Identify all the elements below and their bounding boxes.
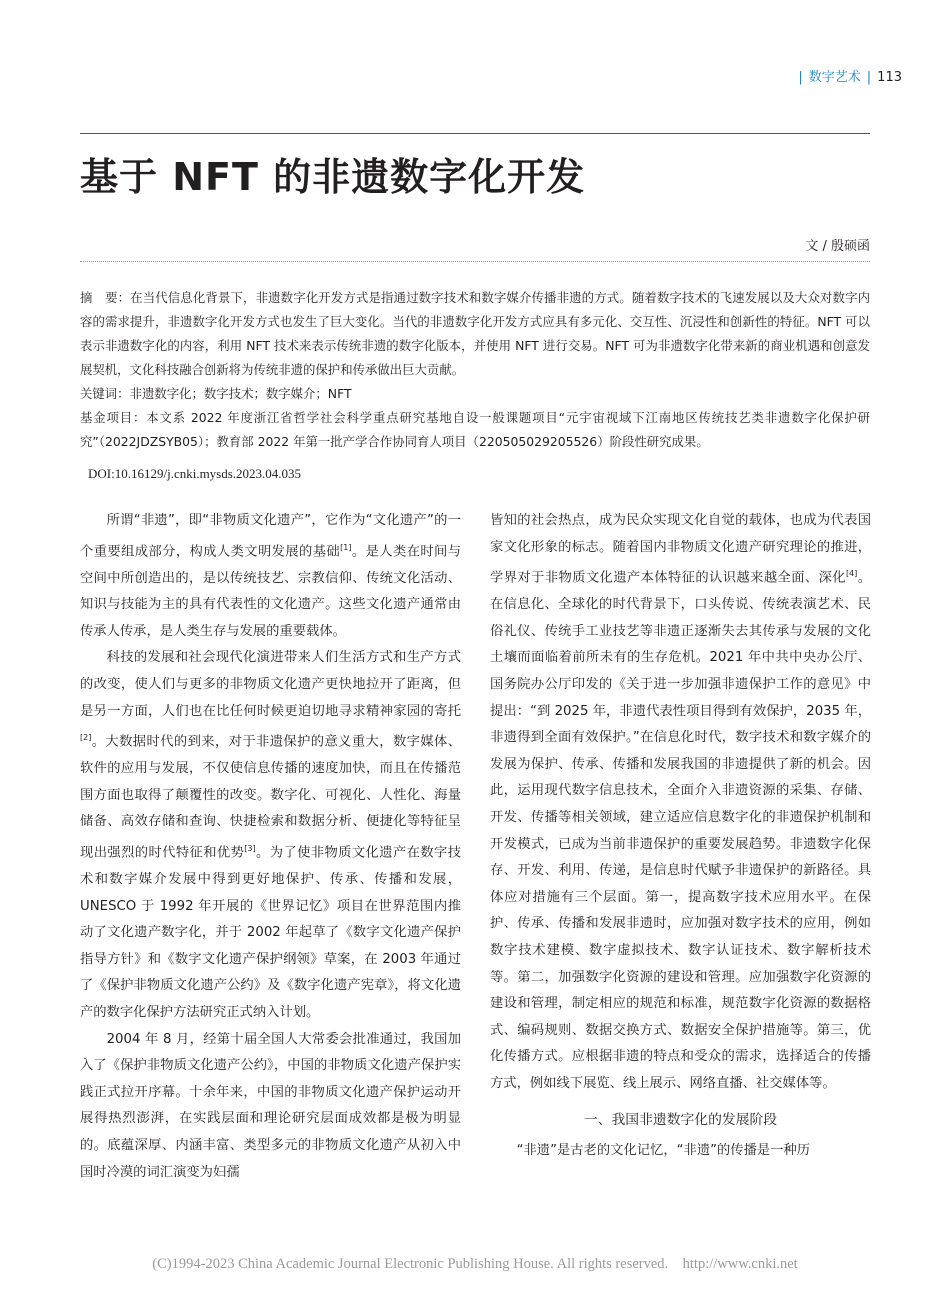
journal-section: 数字艺术 (808, 70, 861, 85)
paragraph (80, 508, 461, 645)
keywords (80, 382, 870, 406)
keywords-label: 关键词： (80, 386, 130, 401)
abstract-separator (80, 261, 870, 262)
header-divider: | (866, 70, 872, 85)
paragraph: “非遗”是古老的文化记忆，“非遗”的传播是一种历 (516, 1143, 811, 1159)
citation-ref: [2] (80, 733, 92, 743)
header-rule (80, 133, 870, 134)
paragraph (490, 508, 871, 1097)
fund (80, 406, 870, 454)
text-run: 。大数据时代的到来，对于非遗保护的意义重大，数字媒体、软件的应用与发展，不仅使信息传播的速度加快，而且在传播范围方面也取得了颠覆性的改变。数字化、可视化、人性化、海量储备、高效存储和查询、快捷检索和数据分析、便捷化等特征呈现出强烈的时代特征和优势 (80, 734, 461, 861)
fund-label: 基金项目： (80, 410, 147, 425)
author-line: 文 / 殷硕函 (805, 239, 870, 254)
left-column (80, 508, 461, 1186)
text-run: 。为了使非物质文化遗产在数字技术和数字媒介发展中得到更好地保护、传承、传播和发展，UNESCO 于 1992 年开展的《世界记忆》项目在世界范围内推动了文化遗产数字化，并于 2002 年起草了《数字文化遗产保护指导方针》和《数字文化遗产保护纲领》草案，在 2003 年通过了《保护非物质文化遗产公约》及《数字化遗产宪章》，将文化遗产的数字化保护方法研究正式纳入计划。 (80, 845, 462, 1020)
running-header (792, 66, 902, 85)
text-run: 皆知的社会热点，成为民众实现文化自觉的载体，也成为代表国家文化形象的标志。随着国内非物质文化遗产研究理论的推进，学界对于非物质文化遗产本体特征的认识越来越全面、深化 (490, 513, 871, 586)
abstract-label: 摘 要： (80, 290, 131, 305)
text-run: 。在信息化、全球化的时代背景下，口头传说、传统表演艺术、民俗礼仪、传统手工业技艺等非遗正逐渐失去其传承与发展的文化土壤而面临着前所未有的生存危机。2021 年中共中央办公厅、国务院办公厅印发的《关于进一步加强非遗保护工作的意见》中提出：“到 2025 年，非遗代表性项目得到有效保护，2035 年，非遗得到全面有效保护。”在信息化时代，数字技术和数字媒介的发展为保护、传承、传播和发展我国的非遗提供了新的机会。因此，运用现代数字信息技术，全面介入非遗资源的采集、存储、开发、传播等相关领域，建立适应信息数字化的非遗保护机制和开发模式，已成为当前非遗保护的重要发展趋势。非遗数字化保存、开发、利用、传递，是信息时代赋予非遗保护的新路径。具体应对措施有三个层面。第一，提高数字技术应用水平。在保护、传承、传播和发展非遗时，应加强对数字技术的应用，例如数字技术建模、数字虚拟技术、数字认证技术、数字解析技术等。第二，加强数字化资源的建设和管理。应加强数字化资源的建设和管理，制定相应的规范和标准，规范数字化资源的数据格式、编码规则、数据交换方式、数据安全保护措施等。第三，优化传播方式。应根据非遗的特点和受众的需求，选择适合的传播方式，例如线下展览、线上展示、网络直播、社交媒体等。 (490, 570, 872, 1091)
section-heading: 一、我国非遗数字化的发展阶段 (583, 1112, 778, 1129)
citation-ref: [3] (244, 843, 256, 853)
article-title: 基于 NFT 的非遗数字化开发 (80, 155, 586, 199)
abstract-text: 在当代信息化背景下，非遗数字化开发方式是指通过数字技术和数字媒介传播非遗的方式。随着数字技术的飞速发展以及大众对数字内容的需求提升，非遗数字化开发方式也发生了巨大变化。当代的非遗数字化开发方式应具有多元化、交互性、沉浸性和创新性的特征。NFT 可以表示非遗数字化的内容，利用 NFT 技术来表示传统非遗的数字化版本，并使用 NFT 进行交易。NFT 可为非遗数字化带来新的商业机遇和创意发展契机，文化科技融合创新将为传统非遗的保护和传承做出巨大贡献。 (80, 290, 871, 377)
abstract-block (80, 286, 870, 454)
paragraph (80, 645, 461, 1026)
doi: DOI:10.16129/j.cnki.mysds.2023.04.035 (88, 466, 302, 481)
fund-text: 本文系 2022 年度浙江省哲学社会科学重点研究基地自设一般课题项目“元宇宙视域下江南地区传统技艺类非遗数字化保护研究”（2022JDZSYB05）；教育部 2022 年第一批产学合作协同育人项目（220505029205526）阶段性研究成果。 (80, 410, 870, 449)
text-run: 科技的发展和社会现代化演进带来人们生活方式和生产方式的改变，使人们与更多的非物质文化遗产更快地拉开了距离，但是另一方面，人们也在比任何时候更迫切地寻求精神家园的寄托 (80, 650, 461, 719)
keywords-text: 非遗数字化；数字技术；数字媒介；NFT (129, 386, 352, 401)
abstract (80, 286, 870, 382)
right-column (490, 508, 871, 1165)
paragraph: 2004 年 8 月，经第十届全国人大常委会批准通过，我国加入了《保护非物质文化遗产公约》，中国的非物质文化遗产保护实践正式拉开序幕。十余年来，中国的非物质文化遗产保护运动开展得热烈澎湃，在实践层面和理论研究层面成效都是极为明显的。底蕴深厚、内涵丰富、类型多元的非物质文化遗产从初入中国时冷漠的词汇演变为妇孺 (80, 1031, 461, 1180)
page-number: 113 (877, 70, 902, 85)
text-run: 。是人类在时间与空间中所创造出的，是以传统技艺、宗教信仰、传统文化活动、知识与技能为主的具有代表性的文化遗产。这些文化遗产通常由传承人传承，是人类生存与发展的重要载体。 (80, 544, 462, 639)
citation-ref: [4] (845, 569, 858, 579)
header-divider: | (798, 70, 803, 85)
text-run: 所谓“非遗”，即“非物质文化遗产”，它作为“文化遗产”的一个重要组成部分，构成人类文明发展的基础 (80, 513, 461, 560)
citation-ref: [1] (340, 542, 352, 552)
copyright-footer: (C)1994-2023 China Academic Journal Electronic Publishing House. All rights reserved. http://www.cnki.net (152, 1256, 798, 1272)
